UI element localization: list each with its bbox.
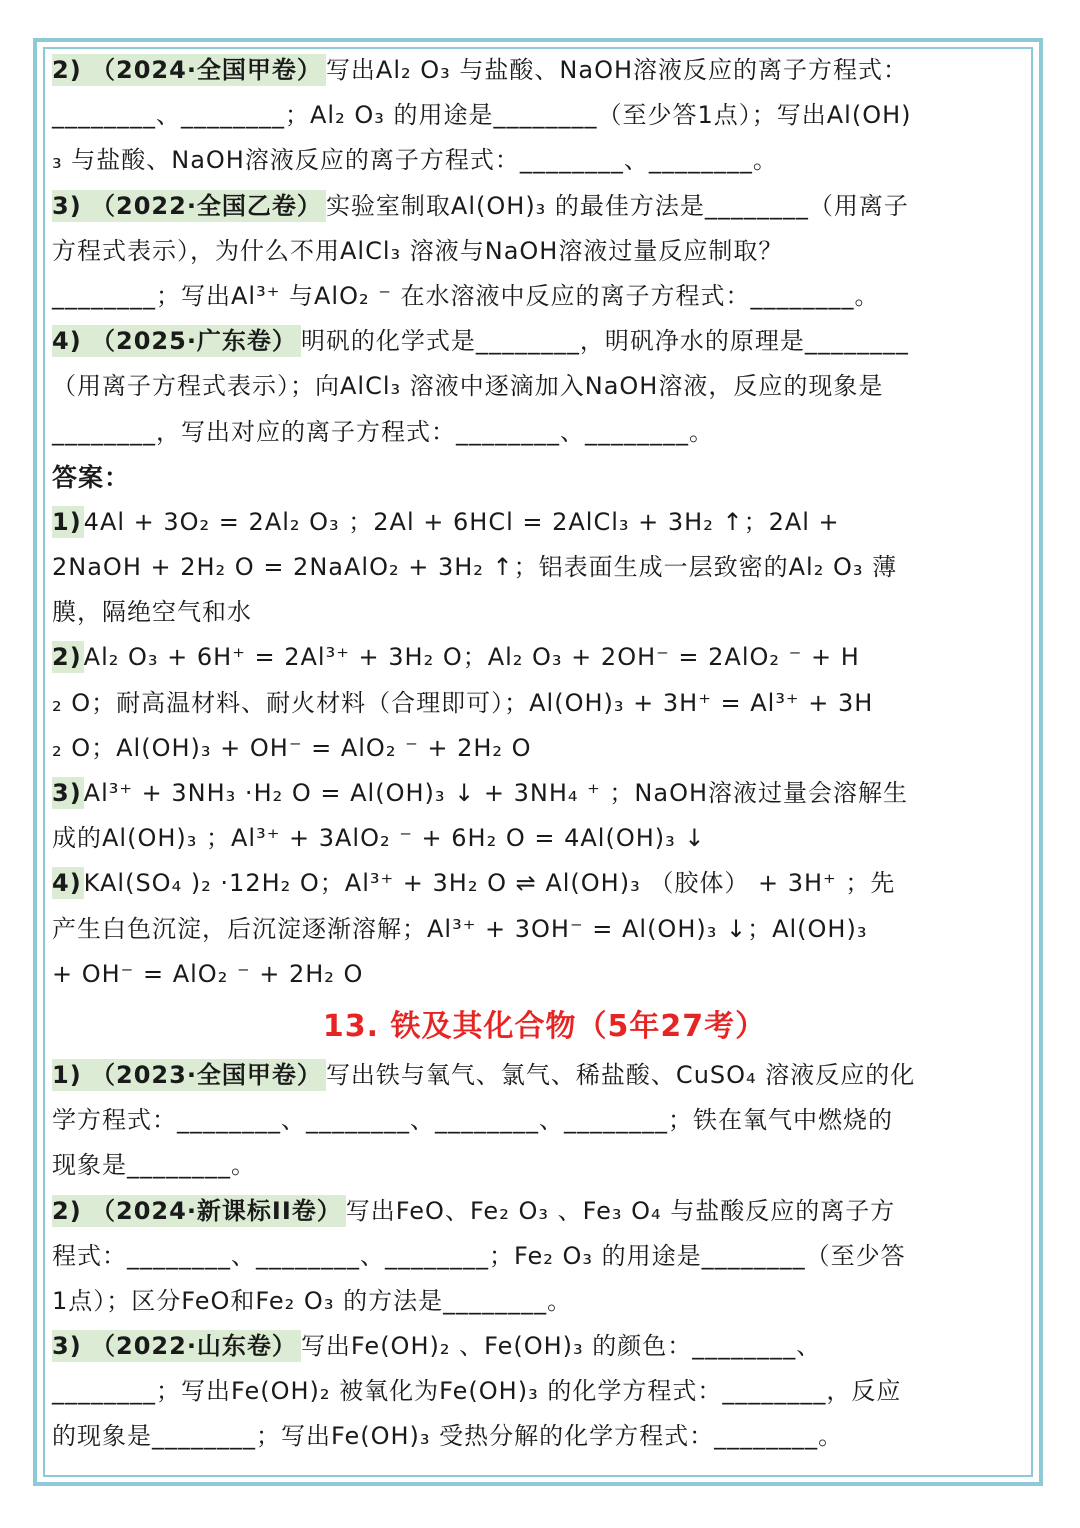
fe-question-3-line-3: 的现象是________；写出Fe(OH)₃ 受热分解的化学方程式：________。 [52, 1422, 844, 1451]
fe-question-1-line-3: 现象是________。 [52, 1151, 256, 1180]
answer-4-line-2: 产生白色沉淀，后沉淀逐渐溶解；Al³⁺ + 3OH⁻ = Al(OH)₃ ↓；Al(OH)₃ [52, 914, 868, 943]
question-2-line-3: ₃ 与盐酸、NaOH溶液反应的离子方程式：________、________。 [52, 146, 778, 175]
question-4-line-2: （用离子方程式表示）；向AlCl₃ 溶液中逐滴加入NaOH溶液，反应的现象是 [52, 372, 884, 401]
question-3-line-1 [52, 184, 1037, 229]
question-2-line-2: ________、________；Al₂ O₃ 的用途是________（至少答1点）；写出Al(OH) [52, 101, 912, 130]
question-2-line-1 [52, 48, 1037, 93]
fe-question-2-line-2: 程式：________、________、________；Fe₂ O₃ 的用途是________（至少答 [52, 1241, 906, 1270]
answer-number-tag: 4) [52, 869, 82, 898]
fe-question-1-line-2: 学方程式：________、________、________、________；铁在氧气中燃烧的 [52, 1106, 893, 1135]
answer-4-line-1 [52, 861, 1037, 906]
answer-number-tag: 2) [52, 643, 82, 672]
answer-text: Al₂ O₃ + 6H⁺ = 2Al³⁺ + 3H₂ O；Al₂ O₃ + 2OH⁻ = 2AlO₂ ⁻ + H [83, 643, 860, 672]
question-source-tag: 3) （2022·山东卷） [52, 1330, 301, 1362]
answers-title: 答案： [52, 462, 131, 492]
fe-question-3-line-2: ________；写出Fe(OH)₂ 被氧化为Fe(OH)₃ 的化学方程式：________，反应 [52, 1377, 902, 1406]
answer-text: Al³⁺ + 3NH₃ ·H₂ O = Al(OH)₃ ↓ + 3NH₄ ⁺ ；NaOH溶液过量会溶解生 [83, 779, 909, 807]
fe-question-1-line-1 [52, 1053, 1037, 1098]
answer-3-line-2: 成的Al(OH)₃ ；Al³⁺ + 3AlO₂ ⁻ + 6H₂ O = 4Al(OH)₃ ↓ [52, 824, 706, 853]
answer-1-line-3: 膜，隔绝空气和水 [52, 598, 252, 627]
worksheet-content [52, 48, 1037, 1460]
question-4-line-3: ________，写出对应的离子方程式：________、________。 [52, 417, 714, 446]
question-source-tag: 2) （2024·全国甲卷） [52, 54, 326, 86]
section-heading: 13. 铁及其化合物（5年27考） [322, 1008, 767, 1044]
answer-1-line-1 [52, 500, 1037, 545]
question-source-tag: 2) （2024·新课标II卷） [52, 1195, 346, 1227]
question-source-tag: 3) （2022·全国乙卷） [52, 190, 326, 222]
question-source-tag: 4) （2025·广东卷） [52, 325, 301, 357]
answer-number-tag: 3) [52, 779, 82, 807]
question-3-line-3: ________；写出Al³⁺ 与AlO₂ ⁻ 在水溶液中反应的离子方程式：________。 [52, 281, 880, 310]
answer-1-line-2: 2NaOH + 2H₂ O = 2NaAlO₂ + 3H₂ ↑；铝表面生成一层致密的Al₂ O₃ 薄 [52, 553, 898, 582]
answer-2-line-3: ₂ O；Al(OH)₃ + OH⁻ = AlO₂ ⁻ + 2H₂ O [52, 733, 532, 762]
question-text: 实验室制取Al(OH)₃ 的最佳方法是________（用离子 [325, 191, 909, 220]
answer-2-line-1 [52, 635, 1037, 680]
question-text: 写出铁与氧气、氯气、稀盐酸、CuSO₄ 溶液反应的化 [325, 1060, 916, 1089]
question-text: 写出Fe(OH)₂ 、Fe(OH)₃ 的颜色：________、 [300, 1332, 822, 1361]
question-source-tag: 1) （2023·全国甲卷） [52, 1059, 326, 1091]
question-text: 写出FeO、Fe₂ O₃ 、Fe₃ O₄ 与盐酸反应的离子方 [345, 1196, 896, 1225]
fe-question-3-line-1 [52, 1324, 1037, 1369]
answer-text: 4Al + 3O₂ = 2Al₂ O₃ ；2Al + 6HCl = 2AlCl₃ + 3H₂ ↑；2Al + [83, 507, 840, 536]
answer-3-line-1 [52, 771, 1037, 816]
fe-question-2-line-1 [52, 1189, 1037, 1234]
question-3-line-2: 方程式表示），为什么不用AlCl₃ 溶液与NaOH溶液过量反应制取？ [52, 236, 784, 265]
question-text: 写出Al₂ O₃ 与盐酸、NaOH溶液反应的离子方程式： [325, 56, 909, 84]
answer-number-tag: 1) [52, 507, 82, 536]
answer-2-line-2: ₂ O；耐高温材料、耐火材料（合理即可）；Al(OH)₃ + 3H⁺ = Al³⁺ + 3H [52, 688, 874, 717]
answer-4-line-3: + OH⁻ = AlO₂ ⁻ + 2H₂ O [52, 959, 364, 988]
question-text: 明矾的化学式是________，明矾净水的原理是________ [300, 327, 909, 356]
answer-text: KAl(SO₄ )₂ ·12H₂ O；Al³⁺ + 3H₂ O ⇌ Al(OH)₃ （胶体） + 3H⁺ ；先 [83, 869, 896, 898]
question-4-line-1 [52, 319, 1037, 364]
fe-question-2-line-3: 1点）；区分FeO和Fe₂ O₃ 的方法是________。 [52, 1286, 573, 1315]
